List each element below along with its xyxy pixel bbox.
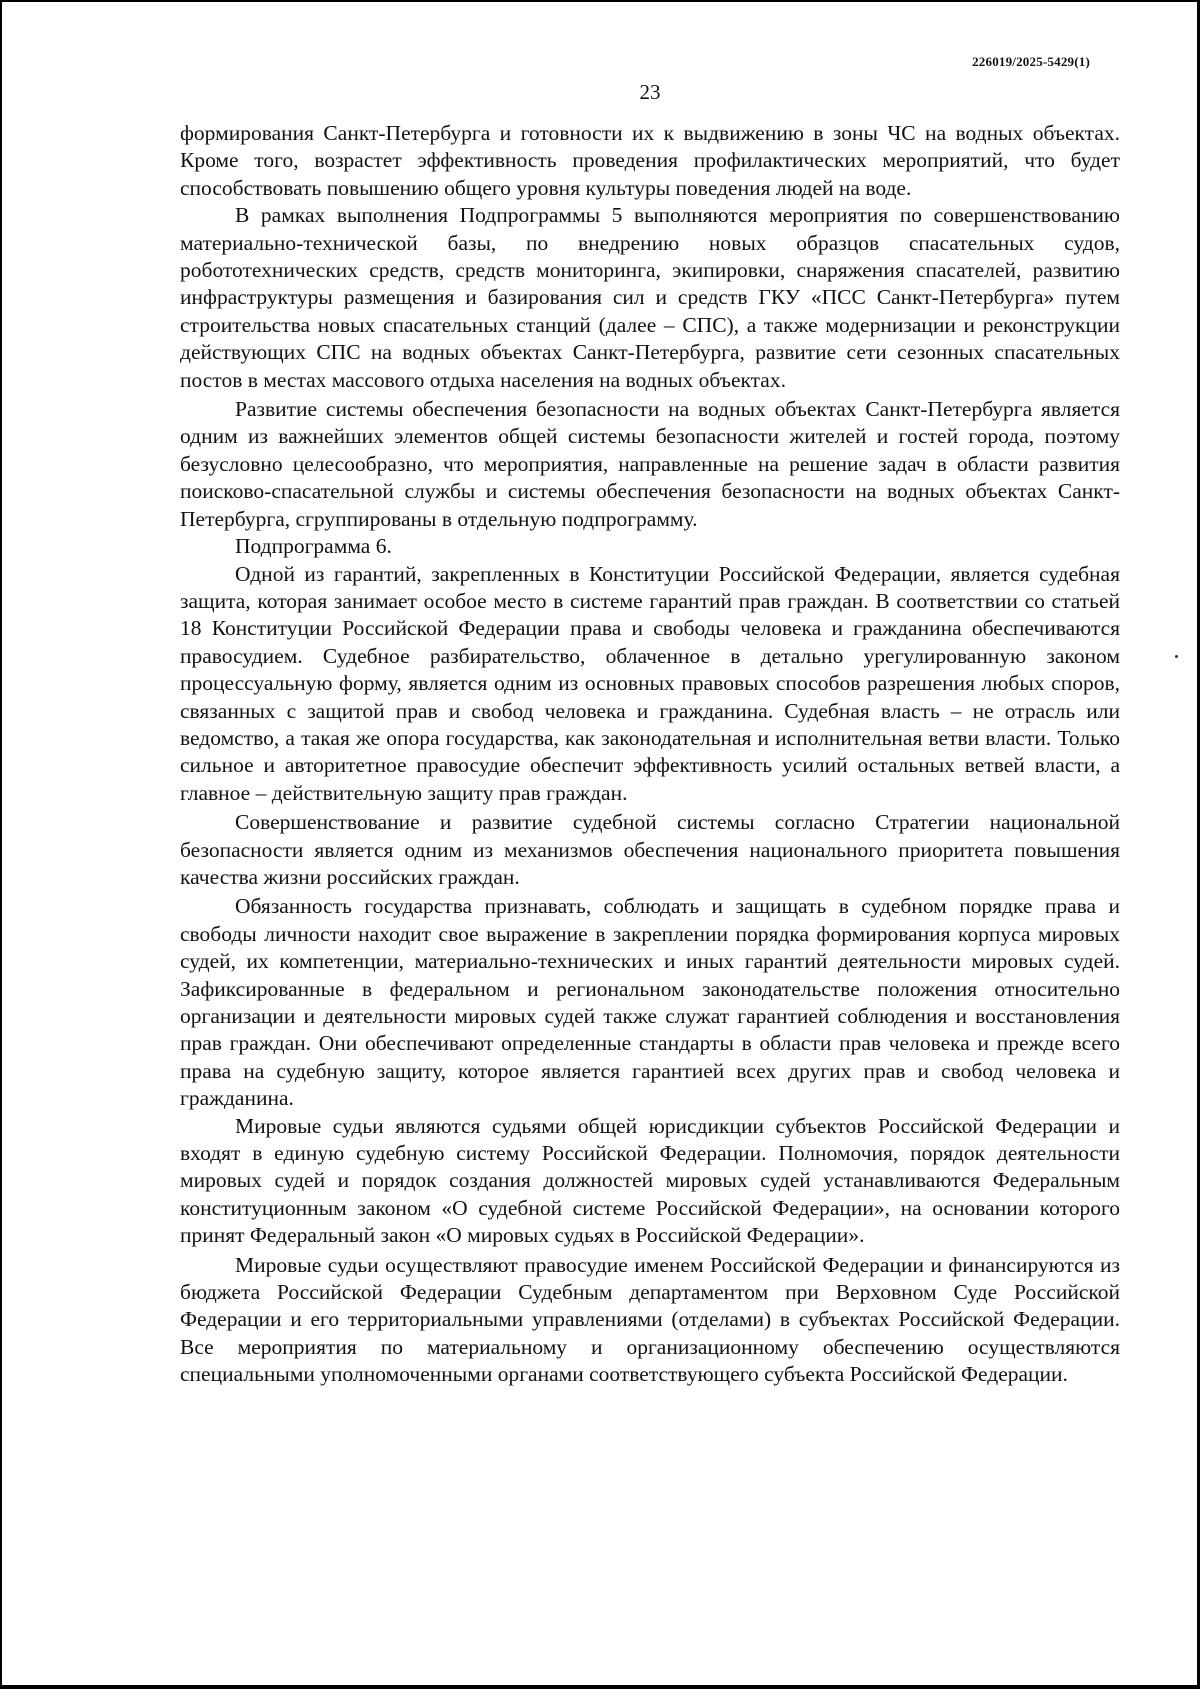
scan-border-bottom bbox=[0, 1685, 1200, 1689]
paragraph-magistrates-jurisdiction: Мировые судьи являются судьями общей юрисдикции субъектов Российской Федерации и входят в единую судебную систему Российской Федерации. Полномочия, порядок деятельности мировых судей и порядок создания должностей мировых судей устанавливаются Федеральным конституционным законом «О судебной системе Российской Федерации», на основании которого принят Федеральный закон «О мировых судьях в Российской Федерации». bbox=[180, 1113, 1120, 1248]
document-body bbox=[180, 120, 1120, 1389]
paragraph-water-safety: Развитие системы обеспечения безопасности на водных объектах Санкт-Петербурга является одним из важнейших элементов общей системы безопасности жителей и гостей города, поэтому безусловно целесообразно, что мероприятия, направленные на решение задач в области развития поисково-спасательной службы и системы обеспечения безопасности на водных объектах Санкт-Петербурга, сгруппированы в отдельную подпрограмму. bbox=[180, 397, 1120, 531]
page-number: 23 bbox=[639, 80, 661, 104]
document-id: 226019/2025-5429(1) bbox=[972, 54, 1090, 69]
paragraph-national-security: Совершенствование и развитие судебной системы согласно Стратегии национальной безопасности является одним из механизмов обеспечения национального приоритета повышения качества жизни российских граждан. bbox=[180, 810, 1120, 889]
section-heading-subprogram-6: Подпрограмма 6. bbox=[235, 534, 392, 559]
paragraph-subprogram-5: В рамках выполнения Подпрограммы 5 выполняются мероприятия по совершенствованию материально-технической базы, по внедрению новых образцов спасательных судов, робототехнических средств, средств мониторинга, экипировки, снаряжения спасателей, развитию инфраструктуры размещения и базирования сил и средств ГКУ «ПСС Санкт-Петербурга» путем строительства новых спасательных станций (далее – СПС), а также модернизации и реконструкции действующих СПС на водных объектах Санкт-Петербурга, развитие сети сезонных спасательных постов в местах массового отдыха населения на водных объектах. bbox=[180, 203, 1120, 392]
paragraph-magistrates-financing: Мировые судьи осуществляют правосудие именем Российской Федерации и финансируются из бюджета Российской Федерации Судебным департаментом при Верховном Суде Российской Федерации и его территориальными управлениями (отделами) в субъектах Российской Федерации. Все мероприятия по материальному и организационному обеспечению осуществляются специальными уполномоченными органами соответствующего субъекта Российской Федерации. bbox=[180, 1252, 1120, 1387]
paragraph-continuation: формирования Санкт-Петербурга и готовности их к выдвижению в зоны ЧС на водных объектах. Кроме того, возрастет эффективность проведения профилактических мероприятий, что будет способствовать повышению общего уровня культуры поведения людей на воде. bbox=[180, 121, 1120, 200]
paragraph-state-obligation: Обязанность государства признавать, соблюдать и защищать в судебном порядке права и свободы личности находит свое выражение в закреплении порядка формирования корпуса мировых судей, их компетенции, материально-технических и иных гарантий деятельности мировых судей. Зафиксированные в федеральном и региональном законодательстве положения относительно организации и деятельности мировых судей также служат гарантией соблюдения и восстановления прав граждан. Они обеспечивают определенные стандарты в области прав человека и прежде всего права на судебную защиту, которое является гарантией всех других прав и свобод человека и гражданина. bbox=[180, 894, 1120, 1111]
scan-speck bbox=[1175, 655, 1178, 658]
scan-border-left bbox=[0, 0, 2, 1689]
scan-border-top bbox=[0, 0, 1200, 2]
paragraph-constitution: Одной из гарантий, закрепленных в Конституции Российской Федерации, является судебная защита, которая занимает особое место в системе гарантий прав граждан. В соответствии со статьей 18 Конституции Российской Федерации права и свободы человека и гражданина обеспечиваются правосудием. Судебное разбирательство, облаченное в детально урегулированную законом процессуальную форму, является одним из основных правовых способов разрешения любых споров, связанных с защитой прав и свобод человека и гражданина. Судебная власть – не отрасль или ведомство, а такая же опора государства, как законодательная и исполнительная ветви власти. Только сильное и авторитетное правосудие обеспечит эффективность усилий остальных ветвей власти, а главное – действительную защиту прав граждан. bbox=[180, 561, 1120, 805]
